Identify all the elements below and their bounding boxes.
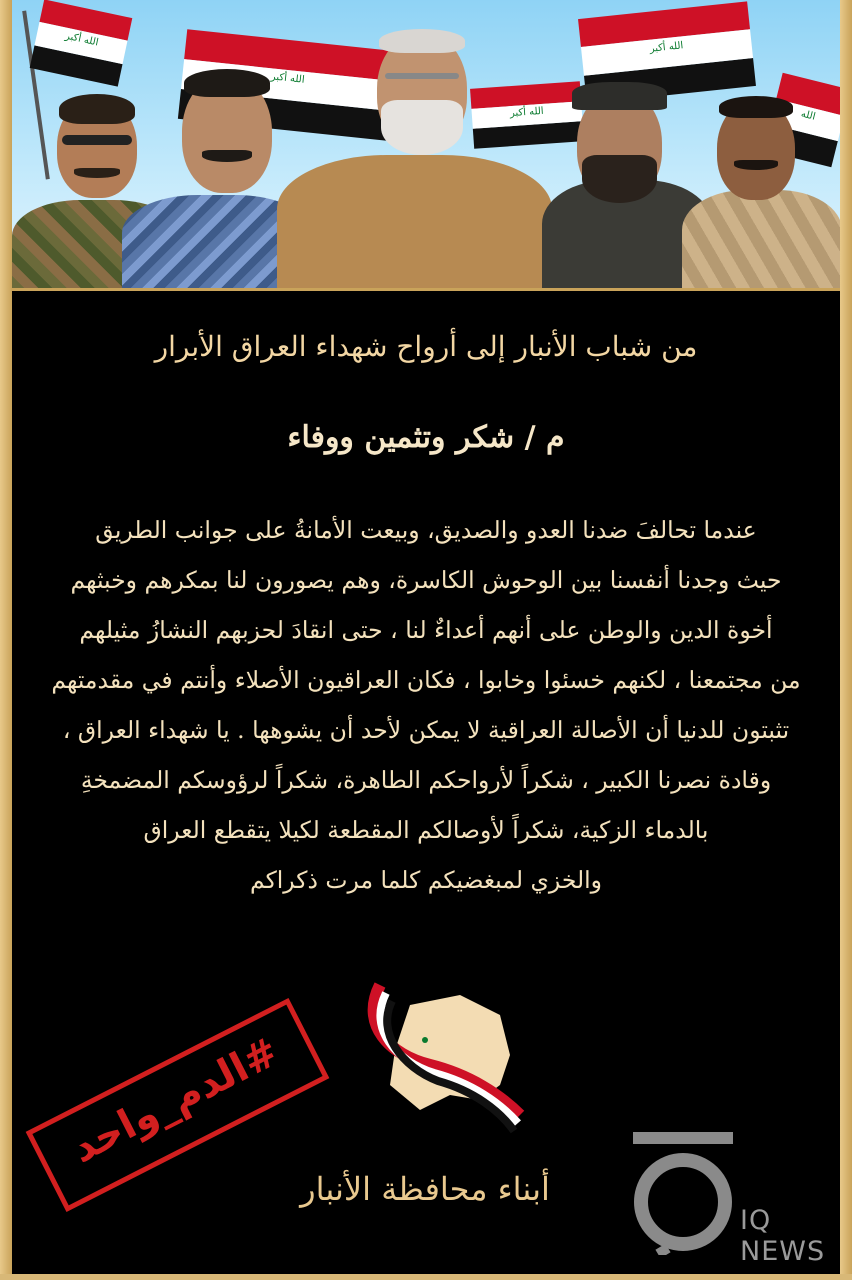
iraq-flag-icon: الله أكبر	[578, 1, 756, 103]
martyrs-banner-image	[12, 0, 840, 290]
portrait-5	[682, 90, 840, 290]
message-line: وقادة نصرنا الكبير ، شكراً لأرواحكم الطاهرة، شكراً لرؤوسكم المضمخةِ	[80, 766, 772, 794]
message-line: والخزي لمبغضيكم كلما مرت ذكراكم	[249, 866, 603, 894]
message-line: عندما تحالفَ ضدنا العدو والصديق، وبيعت الأمانةُ على جوانب الطريق	[95, 516, 757, 544]
iraq-map-ribbon-icon	[350, 965, 550, 1145]
message-body	[40, 505, 812, 905]
frame-right-border	[840, 0, 852, 1280]
subheadline: م / شكر وتثمين ووفاء	[287, 420, 565, 455]
iraq-flag-icon: الله أكبر	[470, 81, 584, 149]
message-line: من مجتمعنا ، لكنهم خسئوا وخابوا ، فكان العراقيون الأصلاء وأنتم في مقدمتهم	[51, 666, 801, 694]
headline: من شباب الأنبار إلى أرواح شهداء العراق الأبرار	[154, 330, 698, 363]
iraq-flag-icon: الله	[763, 73, 840, 168]
message-line: حيث وجدنا أنفسنا بين الوحوش الكاسرة، وهم يصورون لنا بمكرهم وخبثهم	[70, 566, 782, 594]
message-line: أخوة الدين والوطن على أنهم أعداءٌ لنا ، حتى انقادَ لحزبهم النشازُ مثيلهم	[79, 616, 773, 644]
frame-left-border	[0, 0, 12, 1280]
hashtag-stamp-text: #الدم_واحد	[64, 1028, 286, 1173]
portrait-3	[277, 15, 552, 290]
iraq-flag-icon: الله أكبر	[178, 29, 396, 140]
iraq-flag-icon: الله أكبر	[30, 0, 133, 87]
watermark-text: IQ NEWS	[740, 1205, 826, 1267]
iq-news-logo-icon	[628, 1130, 738, 1255]
signature: أبناء محافظة الأنبار	[300, 1170, 550, 1208]
frame-bottom-border	[0, 1274, 852, 1280]
message-line: تثبتون للدنيا أن الأصالة العراقية لا يمكن لأحد أن يشوهها . يا شهداء العراق ،	[62, 716, 790, 744]
message-line: بالدماء الزكية، شكراً لأوصالكم المقطعة لكيلا يتقطع العراق	[143, 816, 709, 844]
banner-divider	[12, 288, 840, 291]
